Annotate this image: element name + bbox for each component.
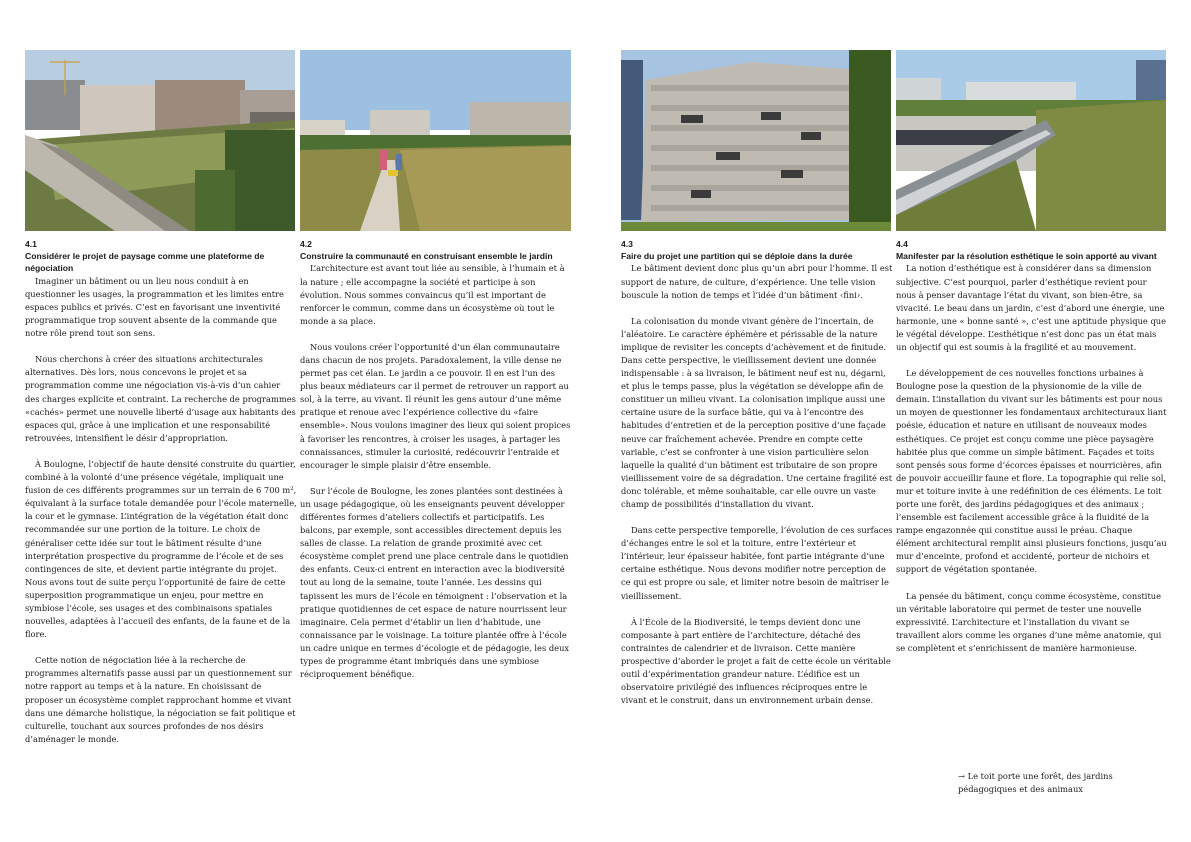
image-caption — [958, 770, 1128, 796]
paragraph: Nous voulons créer l’opportunité d’un élan communautaire dans chacun de nos projets. Paradoxalement, la ville dense ne permet pas cet élan. Le jardin a ce pouvoir. Il en est l’un des plus beaux médiateurs car il permet de retrouver un rapport au sol, à la terre, au vivant. Il réunit les gens autour d’une même pratique et renoue avec l’expérience collective du «faire ensemble». Nous voulons imaginer des lieux qui soient propices à favoriser les rencontres, à croiser les usages, à partager les connaissances, stimuler la curiosité, redécouvrir l’entraide et encourager le simple plaisir d’être ensemble. — [300, 341, 571, 470]
paragraph: Sur l’école de Boulogne, les zones plantées sont destinées à un usage pédagogique, où les enseignants peuvent développer différentes formes d’ateliers collectifs et participatifs. Les balcons, par exemple, sont accessibles directement depuis les salles de classe. La relation de grande proximité avec cet écosystème complet prend une place centrale dans le quotidien des enfants. Ceux-ci entrent en interaction avec la biodiversité tout au long de la semaine, toute l’année. Les dessins qui tapissent les murs de l’école en témoignent : l’observation et la pratique quotidiennes de cet espace de nature nourrissent leur imaginaire. Cela permet d’établir un lien d’habitude, une connaissance par le voisinage. La toiture plantée offre à l’école un cadre unique en termes d’écologie et de pédagogie, les deux types de programme étant imbriqués dans une symbiose réciproquement bénéfique. — [300, 485, 570, 680]
section-4-4 — [896, 238, 1168, 655]
paragraph: À Boulogne, l’objectif de haute densité construite du quartier, combiné à la volonté d’une présence végétale, impliquait une fusion de ces différents programmes sur un terrain de 6 700 m², équivalant à la surface totale demandée pour l’école maternelle, la cour et le gymnase. L’intégration de la végétation était donc recommandée sur une portion de la toiture. Le choix de généraliser cette idée sur tout le bâtiment résulte d’une interprétation prospective du programme de l’école et de ses contingences de site, et devient partie intégrante du projet. Nous avons tout de suite perçu l’opportunité de faire de cette superposition programmatique un enjeu, pour mettre en symbiose l’école, ses usages et des combinaisons spatiales nouvelles, adaptées à l’accueil des enfants, de la faune et de la flore. — [25, 458, 297, 640]
paragraph: La pensée du bâtiment, conçu comme écosystème, constitue un véritable laboratoire qui permet de tester une nouvelle expressivité. L’architecture et l’installation du vivant se travaillent alors comme les organes d’une même anatomie, qui se complètent et s’enrichissent de manière harmonieuse. — [896, 590, 1162, 653]
paragraph: La colonisation du monde vivant génère de l’incertain, de l’aléatoire. Le caractère éphémère et périssable de la nature implique de revisiter les concepts d’achèvement et de finitude. Dans cette perspective, le vieillissement devient une donnée indispensable : à sa livraison, le bâtiment neuf est nu, dégarni, et plus le temps passe, plus la végétation se développe afin de constituer un milieu vivant. La colonisation implique aussi une certaine usure de la surface bâtie, qui va à l’encontre des habitudes d’entretien et de la perception positive d’une façade neuve car fraîchement achevée. Prendre en compte cette variable, c’est se confronter à une vision particulière selon laquelle la qualité d’un bâtiment est tributaire de son propre vieillissement voire de sa dégradation. Une certaine fragilité est donc tolérable, et même souhaitable, car elle ouvre un vaste champ de possibilités d’installation du vivant. — [621, 315, 893, 509]
paragraph: L’architecture est avant tout liée au sensible, à l’humain et à la nature ; elle accompagne la société et participe à son évolution. Nous sommes convaincus qu’il est important de renforcer le commun, comme dans un écosystème où tout le monde a sa place. — [300, 263, 565, 326]
section-heading: Manifester par la résolution esthétique le soin apporté au vivant — [896, 251, 1157, 261]
section-number: 4.1 — [25, 239, 37, 249]
paragraph: Nous cherchons à créer des situations architecturales alternatives. Dès lors, nous concevons le projet et sa programmation comme une négociation vis-à-vis d’un cahier des charges explicite et contraint. La recherche de programmes «cachés» permet une nouvelle liberté d’usage aux habitants des espaces qui, grâce à une implication et une responsabilité retrouvées, intensifient le désir d’appropriation. — [25, 354, 296, 443]
section-heading: Considérer le projet de paysage comme une plateforme de négociation — [25, 251, 265, 274]
paragraph: Le bâtiment devient donc plus qu’un abri pour l’homme. Il est support de nature, de culture, d’expérience. Une telle vision bouscule la notion de temps et l’idée d’un bâtiment ‹fini›. — [621, 263, 893, 300]
paragraph: Le développement de ces nouvelles fonctions urbaines à Boulogne pose la question de la physionomie de la ville de demain. L’installation du vivant sur les bâtiments est pour nous un moyen de questionner les fondamentaux architecturaux liant poésie, éducation et nature en utilisant de nouveaux modes esthétiques. Ce projet est conçu comme une pièce paysagère habitée plus que comme un simple bâtiment. Façades et toits sont pensés sous forme d’écorces épaisses et nourricières, afin de pouvoir accueillir faune et flore. La topographie qui relie sol, mur et toiture invite à une redéfinition de ces éléments. Le toit porte une forêt, des jardins pédagogiques et des animaux ; l’ensemble est facilement accessible grâce à la fluidité de la rampe engazonnée qui constitue aussi le préau. Chaque élément architectural remplit ainsi plusieurs fonctions, jusqu’au mur d’enceinte, profond et accidenté, porteur de nichoirs et support de végétation spontanée. — [896, 368, 1167, 575]
photo-children-garden-path — [300, 50, 571, 231]
paragraph: Dans cette perspective temporelle, l’évolution de ces surfaces d’échanges entre le sol et la toiture, entre l’extérieur et l’intérieur, leur épaisseur habitée, font partie intégrante d’une certaine esthétique. Nous devons modifier notre perception de ce qui est propre ou sale, et limiter notre besoin de maîtriser le vieillissement. — [621, 525, 893, 601]
arrow-icon: → — [958, 771, 965, 781]
section-number: 4.4 — [896, 239, 908, 249]
paragraph: À l’École de la Biodiversité, le temps devient donc une composante à part entière de l’architecture, détaché des contraintes de calendrier et de livraison. Cette manière prospective d’aborder le projet a fait de cette école un véritable outil d’expérimentation grandeur nature. L’édifice est un observatoire privilégié des influences réciproques entre le vivant et le construit, dans un environnement urbain dense. — [621, 616, 891, 706]
caption-text: Le toit porte une forêt, des jardins pédagogiques et des animaux — [958, 771, 1113, 795]
paragraph: La notion d’esthétique est à considérer dans sa dimension subjective. C’est pourquoi, parler d’esthétique revient pour nous à penser davantage l’état du vivant, son bien-être, sa vivacité. Le beau dans un jardin, c’est d’abord une énergie, une harmonie, une « bonne santé », c’est une aptitude physique que le végétal développe. L’esthétique n’est donc pas un état mais un objectif qui est soumis à la fragilité et au mouvement. — [896, 263, 1167, 352]
section-heading: Construire la communauté en construisant ensemble le jardin — [300, 251, 553, 261]
paragraph: Cette notion de négociation liée à la recherche de programmes alternatifs passe aussi par un questionnement sur notre rapport au temps et à la nature. En choisissant de proposer un écosystème complet rapprochant homme et vivant dans une démarche holistique, la négociation se fait politique et culturelle, touchant aux sources profondes de nos désirs d’aménager le monde. — [25, 655, 296, 744]
photo-stone-facade — [621, 50, 891, 231]
section-4-1 — [25, 238, 297, 746]
photo-green-roof-ramp — [25, 50, 295, 231]
section-number: 4.3 — [621, 239, 633, 249]
section-4-2 — [300, 238, 572, 681]
paragraph: Imaginer un bâtiment ou un lieu nous conduit à en questionner les usages, la programmation et les limites entre espaces publics et privés. C’est en favorisant une inventivité programmatique trop souvent absente de la commande que notre rôle prend tout son sens. — [25, 275, 284, 339]
section-number: 4.2 — [300, 239, 312, 249]
photo-ramp-railing — [896, 50, 1166, 231]
section-4-3 — [621, 238, 893, 707]
section-heading: Faire du projet une partition qui se déploie dans la durée — [621, 251, 853, 261]
